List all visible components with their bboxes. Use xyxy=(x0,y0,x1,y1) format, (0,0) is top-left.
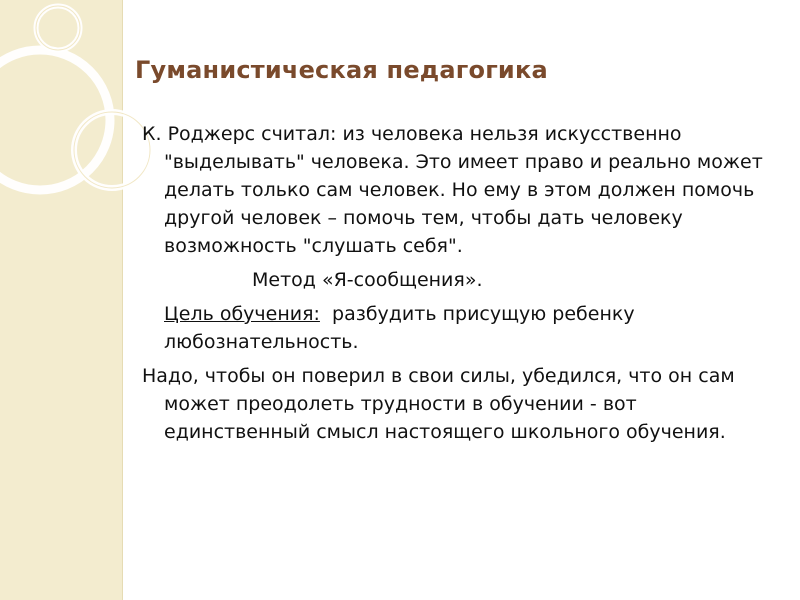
slide-body xyxy=(142,120,782,452)
small-ring-outline xyxy=(36,6,80,50)
tiny-ring xyxy=(130,86,150,106)
paragraph-rogers: К. Роджерс считал: из человека нельзя искусственно "выделывать" человека. Это имеет право и реально может делать только сам человек. Но ему в этом должен помочь другой человек – помочь тем, чтобы дать человеку возможность "слушать себя". xyxy=(142,123,763,257)
paragraph-method: Метод «Я-сообщения». xyxy=(252,269,483,291)
goal-label: Цель обучения: xyxy=(164,303,320,325)
goal-text: разбудить присущую ребенку любознательность. xyxy=(164,303,635,353)
slide-title: Гуманистическая педагогика xyxy=(135,56,548,84)
paragraph-goal xyxy=(142,300,782,356)
paragraph-closing: Надо, чтобы он поверил в свои силы, убедился, что он сам может преодолеть трудности в обучении - вот единственный смысл настоящего школьного обучения. xyxy=(142,365,735,443)
